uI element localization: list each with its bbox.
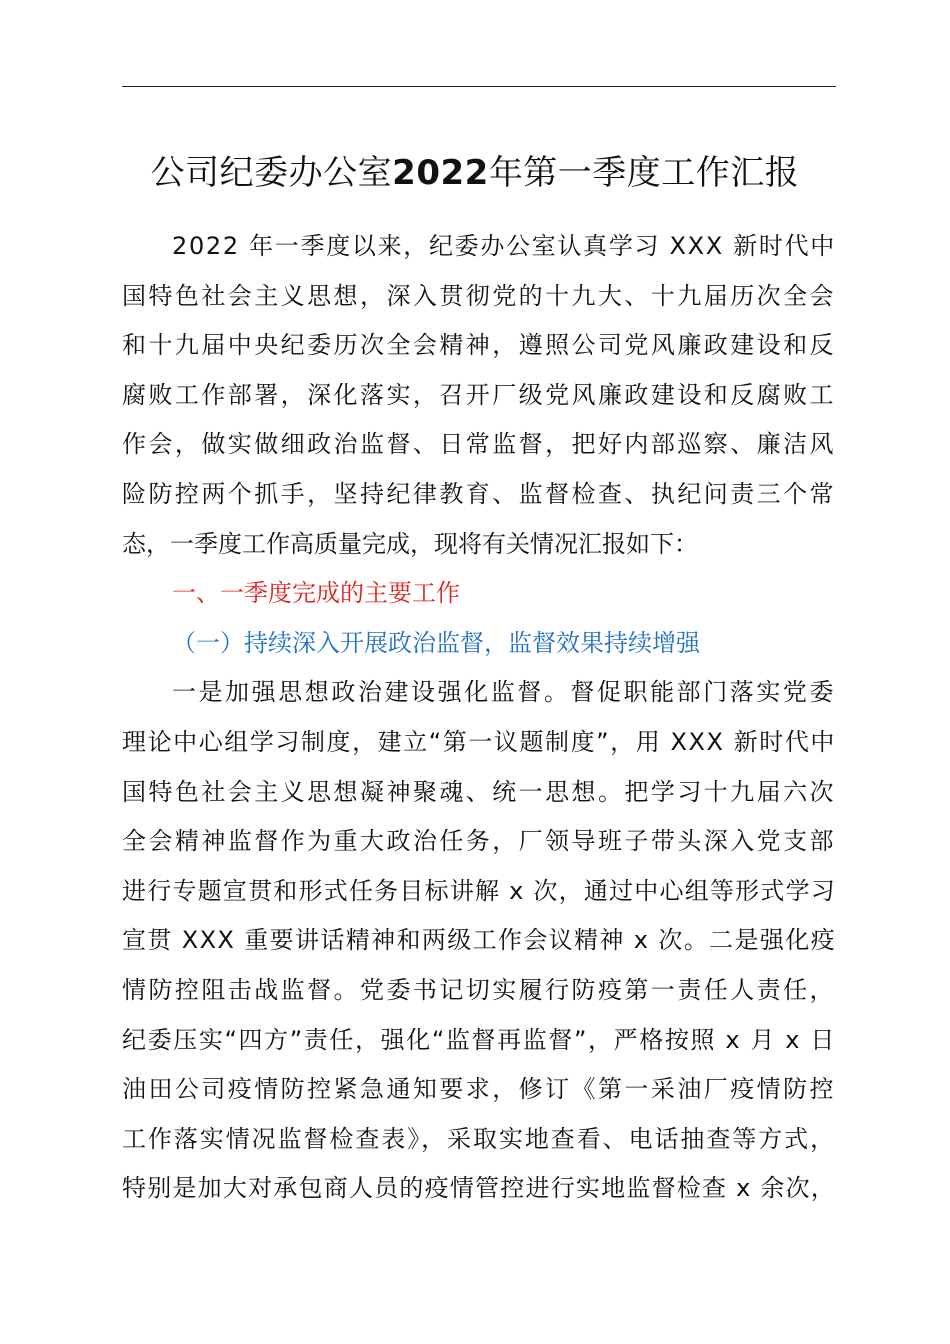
paragraph-line: 险防控两个抓手，坚持纪律教育、监督检查、执纪问责三个常 — [122, 479, 836, 508]
paragraph-political-supervision — [122, 668, 836, 1214]
paragraph-line: 2022 年一季度以来，纪委办公室认真学习 XXX 新时代中 — [172, 232, 836, 260]
paragraph-line: 进行专题宣贯和形式任务目标讲解 x 次，通过中心组等形式学习 — [122, 876, 836, 905]
paragraph-line: 一是加强思想政治建设强化监督。督促职能部门落实党委 — [172, 678, 836, 707]
paragraph-line: 工作落实情况监督检查表》，采取实地查看、电话抽查等方式， — [122, 1124, 837, 1153]
paragraph-line: 国特色社会主义思想凝神聚魂、统一思想。把学习十九届六次 — [122, 777, 836, 806]
document-body — [122, 222, 836, 1214]
paragraph-line: 作会，做实做细政治监督、日常监督，把好内部巡察、廉洁风 — [122, 430, 836, 459]
paragraph-intro — [122, 222, 836, 569]
paragraph-line: 和十九届中央纪委历次全会精神，遵照公司党风廉政建设和反 — [122, 331, 836, 360]
paragraph-line: 态，一季度工作高质量完成，现将有关情况汇报如下： — [122, 529, 698, 558]
paragraph-line: 油田公司疫情防控紧急通知要求，修订《第一采油厂疫情防控 — [122, 1075, 836, 1104]
title-year: 2022 — [392, 153, 489, 193]
paragraph-line: 情防控阻击战监督。党委书记切实履行防疫第一责任人责任， — [122, 975, 836, 1004]
section-heading-2: （一）持续深入开展政治监督，监督效果持续增强 — [172, 628, 700, 657]
paragraph-line: 纪委压实“四方”责任，强化“监督再监督”，严格按照 x 月 x 日 — [122, 1025, 836, 1054]
document-title — [0, 150, 950, 196]
title-suffix: 年第一季度工作汇报 — [488, 153, 800, 193]
paragraph-line: 国特色社会主义思想，深入贯彻党的十九大、十九届历次全会 — [122, 281, 836, 310]
paragraph-line: 腐败工作部署，深化落实，召开厂级党风廉政建设和反腐败工 — [122, 380, 836, 409]
paragraph-line: 特别是加大对承包商人员的疫情管控进行实地监督检查 x 余次， — [122, 1174, 836, 1203]
paragraph-line: 宣贯 XXX 重要讲话精神和两级工作会议精神 x 次。二是强化疫 — [122, 926, 837, 955]
paragraph-line: 全会精神监督作为重大政治任务，厂领导班子带头深入党支部 — [122, 827, 836, 856]
section-heading-1: 一、一季度完成的主要工作 — [172, 579, 460, 608]
paragraph-line: 理论中心组学习制度，建立“第一议题制度”，用 XXX 新时代中 — [122, 727, 836, 756]
header-rule — [122, 86, 836, 87]
title-prefix: 公司纪委办公室 — [150, 153, 393, 193]
